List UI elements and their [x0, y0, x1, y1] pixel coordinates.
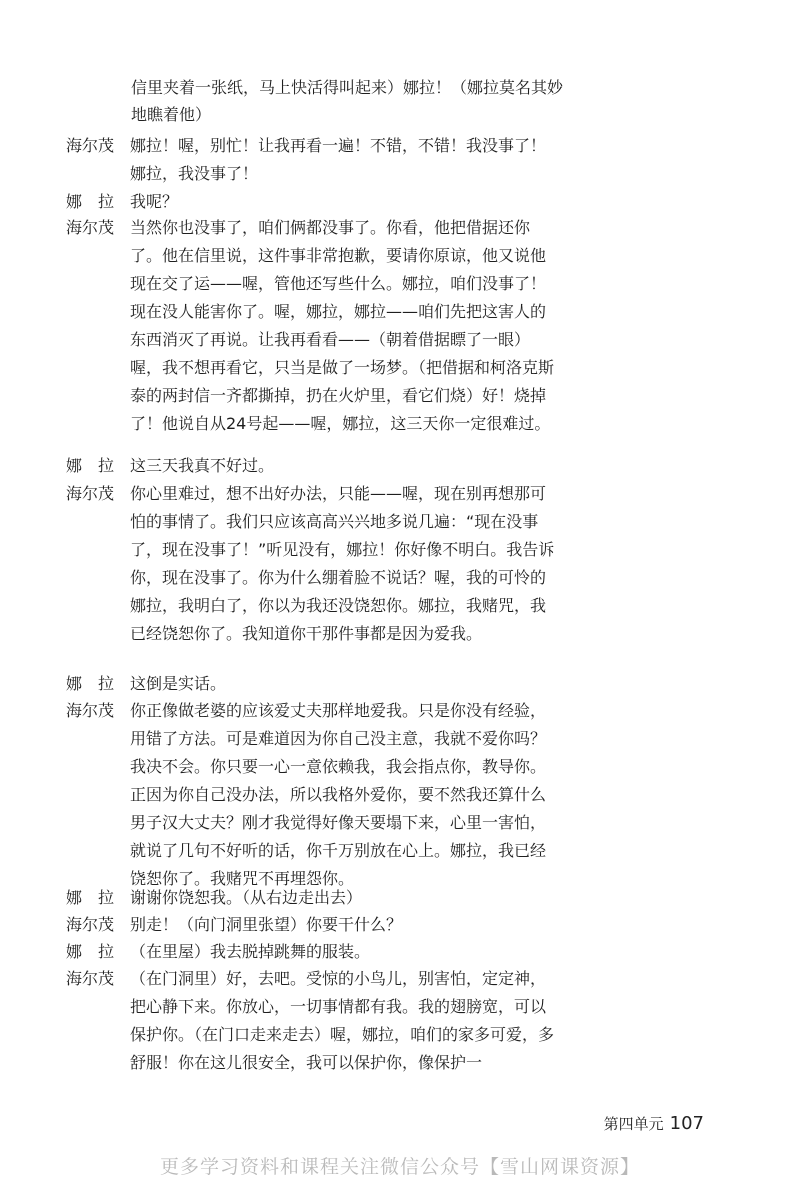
- dialogue-text: 当然你也没事了，咱们俩都没事了。你看，他把借据还你了。他在信里说，这件事非常抱歉，要请你原谅，他又说他现在交了运——喔，管他还写些什么。娜拉，咱们没事了！现在没人能害你了。喔，娜拉，娜拉——咱们先把这害人的东西消灭了再说。让我再看看——（朝着借据瞟了一眼）喔，我不想再看它，只当是做了一场梦。（把借据和柯洛克斯泰的两封信一齐都撕掉，扔在火炉里，看它们烧）好！烧掉了！他说自从24号起——喔，娜拉，这三天你一定很难过。: [130, 218, 555, 433]
- speaker-name: 娜 拉: [66, 192, 115, 211]
- speaker-name: 海尔茂: [66, 915, 115, 934]
- speaker-name: 娜 拉: [66, 942, 115, 961]
- dialogue-text: 娜拉！喔，别忙！让我再看一遍！不错，不错！我没事了！娜拉，我没事了！: [130, 136, 547, 183]
- speaker-name: 娜 拉: [66, 888, 115, 907]
- dialogue-line: [66, 911, 560, 939]
- dialogue-text: （在门洞里）好，去吧。受惊的小鸟儿，别害怕，定定神，把心静下来。你放心，一切事情都有我。我的翅膀宽，可以保护你。（在门口走来走去）喔，娜拉，咱们的家多可爱，多舒服！你在这儿很安全，我可以保护你，像保护一: [130, 969, 555, 1072]
- dialogue-text: 这三天我真不好过。: [130, 456, 275, 475]
- page-footer: [604, 1113, 704, 1134]
- dialogue-text: 你正像做老婆的应该爱丈夫那样地爱我。只是你没有经验，用错了方法。可是难道因为你自己没主意，我就不爱你吗？我决不会。你只要一心一意依赖我，我会指点你，教导你。正因为你自己没办法，所以我格外爱你，要不然我还算什么男子汉大丈夫？刚才我觉得好像天要塌下来，心里一害怕，就说了几句不好听的话，你千万别放在心上。娜拉，我已经饶恕你了。我赌咒不再埋怨你。: [130, 701, 547, 888]
- dialogue-line: [66, 480, 560, 648]
- watermark-text: 更多学习资料和课程关注微信公众号【雪山网课资源】: [159, 1156, 640, 1178]
- continued-stage-direction: 信里夹着一张纸，马上快活得叫起来）娜拉！（娜拉莫名其妙地瞧着他）: [131, 78, 564, 124]
- dialogue-line: [66, 132, 560, 188]
- speaker-name: 海尔茂: [66, 136, 115, 155]
- dialogue-text: 我呢？: [130, 192, 179, 211]
- dialogue-line: [66, 938, 560, 966]
- dialogue-line: [66, 214, 560, 438]
- dialogue-text: 谢谢你饶恕我。（从右边走出去）: [130, 888, 363, 907]
- dialogue-line: [66, 965, 560, 1077]
- speaker-name: 娜 拉: [66, 674, 115, 693]
- dialogue-text: （在里屋）我去脱掉跳舞的服装。: [130, 942, 371, 961]
- dialogue-text: 你心里难过，想不出好办法，只能——喔，现在别再想那可怕的事情了。我们只应该高高兴兴地多说几遍：“现在没事了，现在没事了！”听见没有，娜拉！你好像不明白。我告诉你，现在没事了。你为什么绷着脸不说话？喔，我的可怜的娜拉，我明白了，你以为我还没饶恕你。娜拉，我赌咒，我已经饶恕你了。我知道你干那件事都是因为爱我。: [130, 484, 555, 643]
- speaker-name: 海尔茂: [66, 218, 115, 237]
- dialogue-text: 别走！（向门洞里张望）你要干什么？: [130, 915, 403, 934]
- dialogue-line: [66, 670, 560, 698]
- page-number: 107: [669, 1113, 704, 1134]
- unit-label: 第四单元: [603, 1115, 664, 1133]
- speaker-name: 娜 拉: [66, 456, 115, 475]
- speaker-name: 海尔茂: [66, 701, 115, 720]
- dialogue-line: [66, 884, 560, 912]
- speaker-name: 海尔茂: [66, 969, 115, 988]
- dialogue-line: [66, 188, 560, 216]
- dialogue-line: [66, 452, 560, 480]
- dialogue-line: [66, 697, 560, 893]
- speaker-name: 海尔茂: [66, 484, 115, 503]
- dialogue-text: 这倒是实话。: [130, 674, 227, 693]
